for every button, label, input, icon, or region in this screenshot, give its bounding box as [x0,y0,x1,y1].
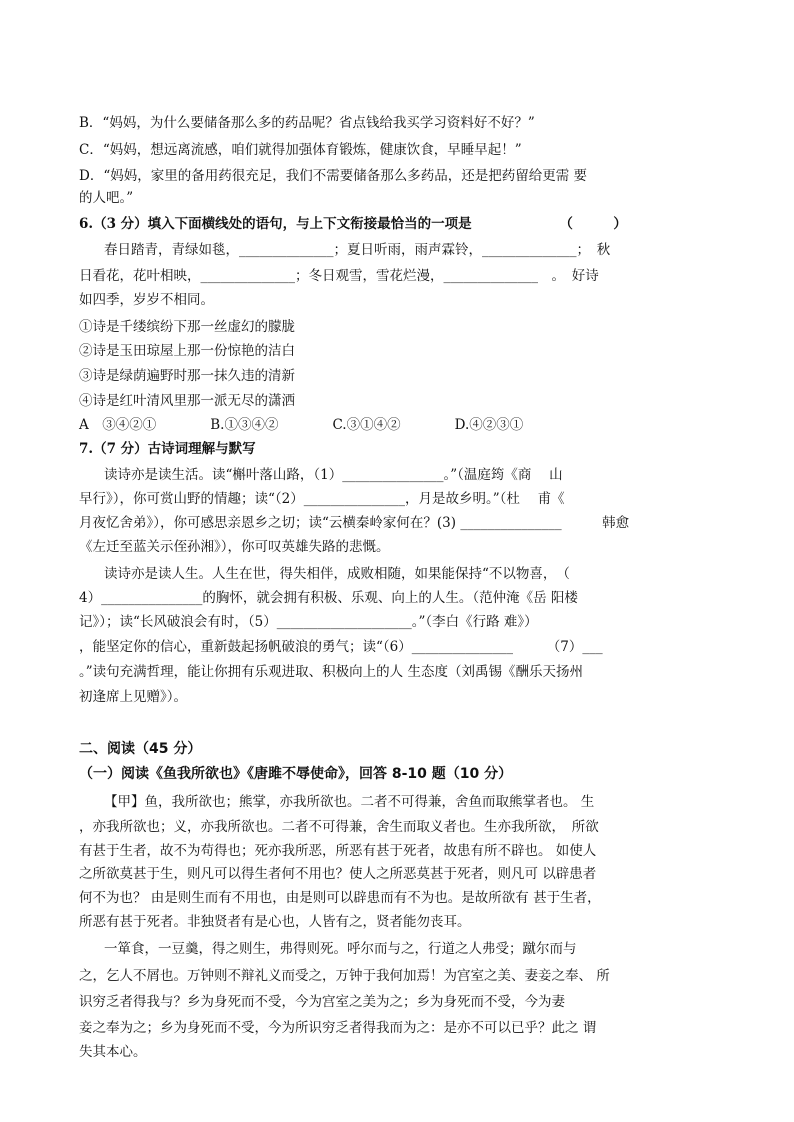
q6-passage-line3: 如四季，岁岁不相同。 [79,292,214,308]
passage-line4: 之所欲莫甚于生，则凡可以得生者何不用也？使人之所恶莫甚于死者，则凡可 以辟患者 [79,866,597,882]
q6-passage-line1: 春日踏青，青绿如毯，______________；夏日听雨，雨声霖铃，______________； 秋 [104,242,611,258]
q7-para2-line1: 读诗亦是读人生。人生在世，得失相伴，成败相随，如果能保持“不以物喜， （ [104,566,570,582]
q6-choice-2: ②诗是玉田琼屋上那一份惊艳的洁白 [79,343,295,359]
option-d-line2: 的人吧。” [79,190,134,206]
reading-1-heading: （一）阅读《鱼我所欲也》《唐雎不辱使命》，回答 8-10 题（10 分） [79,766,513,782]
passage-line2: ，亦我所欲也；义，亦我所欲也。二者不可得兼，舍生而取义者也。生亦我所欲， 所欲 [79,819,599,835]
passage-line6: 所恶有甚于死者。非独贤者有是心也，人皆有之，贤者能勿丧耳。 [79,914,471,930]
q7-para2-line3: 记》）；读“长风破浪会有时，（5）____________________。”（李白《行路 难》） [79,614,538,630]
passage-line5: 何不为也？ 由是则生而有不用也，由是则可以辟患而有不为也。是故所欲有 甚于生者， [79,890,601,906]
passage-line3: 有甚于生者，故不为苟得也；死亦我所恶，所恶有甚于死者，故患有所不辟也。 如使人 [79,843,597,859]
q7-para2-line6: 初逢席上见赠》）。 [79,689,187,705]
question-7-title: 7.（7 分）古诗词理解与默写 [79,441,256,457]
q6-choice-4: ④诗是红叶清风里那一派无尽的潇洒 [79,393,295,409]
q7-para2-line5: 。”读句充满哲理，能让你拥有乐观进取、积极向上的人 生态度（刘禹锡《酬乐天扬州 [79,664,583,680]
passage-line10: 妾之奉为之；乡为身死而不受，今为所识穷乏者得我而为之：是亦不可以已乎？此之 谓 [79,1020,597,1036]
passage-line1: 【甲】鱼，我所欲也；熊掌，亦我所欲也。二者不可得兼，舍鱼而取熊掌者也。 生 [104,794,595,810]
q6-choice-1: ①诗是千缕缤纷下那一丝虚幻的朦胧 [79,319,295,335]
option-d-line1: D．“妈妈，家里的备用药很充足，我们不需要储备那么多药品，还是把药留给更需 要 [79,168,588,184]
passage-line9: 识穷乏者得我与？乡为身死而不受，今为宫室之美为之；乡为身死而不受，今为妻 [79,994,565,1010]
q7-para1-line2: 早行》），你可赏山野的情趣；读“（2）_______________，月是故乡明。”（杜 甫《 [79,491,565,507]
q7-para1-line4: 《左迁至蓝关示侄孙湘》），你可叹英雄失路的悲慨。 [79,539,390,555]
passage-line8: 之，乞人不屑也。万钟则不辩礼义而受之，万钟于我何加焉！为宫室之美、妻妾之奉、 所 [79,968,610,984]
q6-choice-3: ③诗是绿荫遍野时那一抹久违的清新 [79,368,295,384]
question-6-title: 6.（3 分）填入下面横线处的语句，与上下文衔接最恰当的一项是 （ ） [79,216,627,232]
q6-answer-options: A ③④②① B.①③④② C.③①④② D.④②③① [79,417,524,433]
section-2-heading: 二、阅读（45 分） [79,741,202,757]
q7-para1-line1: 读诗亦是读生活。读“槲叶落山路，（1）_______________。”（温庭筠《商 山 [104,467,563,483]
passage-line7: 一箪食，一豆羹，得之则生，弗得则死。呼尔而与之，行道之人弗受；蹴尔而与 [104,941,577,957]
q7-para2-line4: ，能坚定你的信心，重新鼓起扬帆破浪的勇气；读“（6）_______________ （7）___ [79,639,603,655]
q7-para2-line2: 4）_______________的胸怀，就会拥有积极、乐观、向上的人生。（范仲淹《岳 阳楼 [79,590,578,606]
option-c: C．“妈妈，想远离流感，咱们就得加强体育锻炼，健康饮食，早睡早起！” [79,142,522,158]
option-b: B．“妈妈，为什么要储备那么多的药品呢？省点钱给我买学习资料好不好？” [79,115,535,131]
q6-passage-line2: 日看花，花叶相映，______________；冬日观雪，雪花烂漫，______________ 。 好诗 [79,268,599,284]
q7-para1-line3: 月夜忆舍弟》），你可感思亲恩乡之切；读“云横秦岭家何在？(3) _______________ 韩愈 [79,515,630,531]
passage-line11: 失其本心。 [79,1044,147,1060]
